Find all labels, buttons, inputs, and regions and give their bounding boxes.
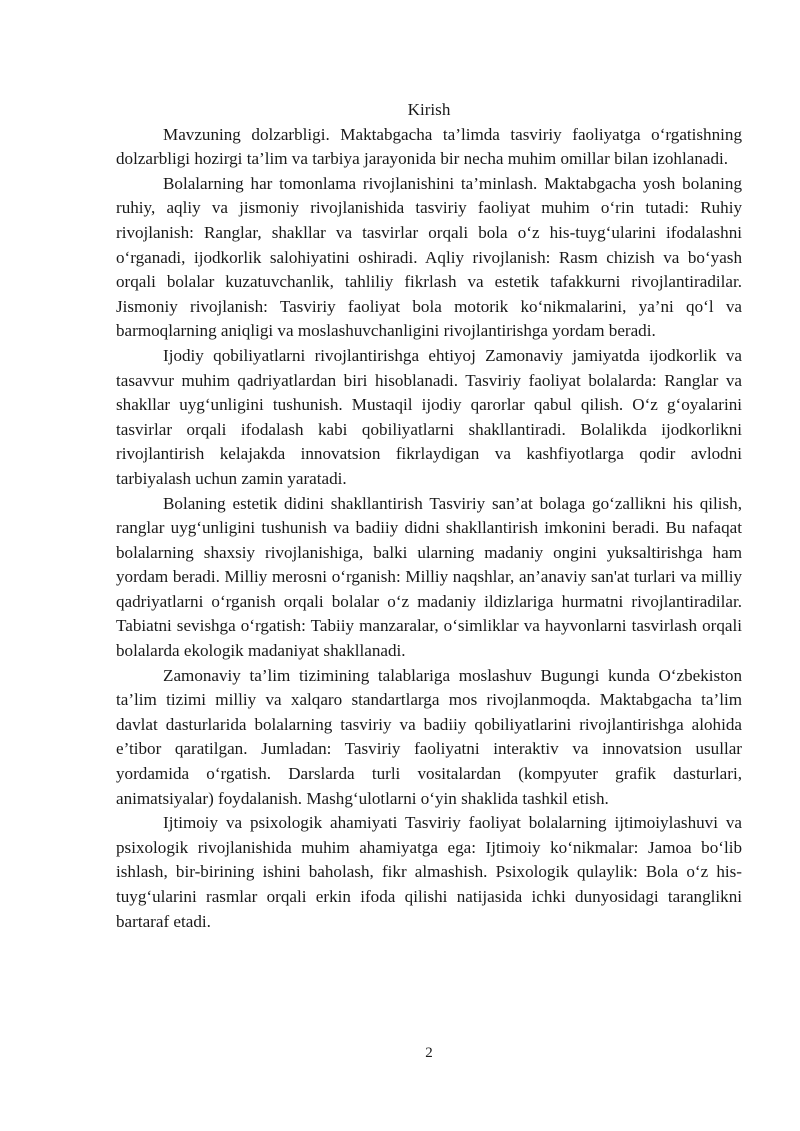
paragraph-social-psychological: Ijtimoiy va psixologik ahamiyati Tasviriy faoliyat bolalarning ijtimoiylashuvi va psixologik rivojlanishida muhim ahamiyatga ega: Ijtimoiy ko‘nikmalar: Jamoa bo‘lib ishlash, bir-birining ishini baholash, fikr almashish. Psixologik qulaylik: Bola o‘z his-tuyg‘ularini rasmlar orqali erkin ifoda qilishi natijasida ichki dunyosidagi taranglikni bartaraf etadi. <box>116 813 742 931</box>
paragraph-development: Bolalarning har tomonlama rivojlanishini ta’minlash. Maktabgacha yosh bolaning ruhiy, aqliy va jismoniy rivojlanishida tasviriy faoliyat muhim o‘rin tutadi: Ruhiy rivojlanish: Ranglar, shakllar va tasvirlar orqali bola o‘z his-tuyg‘ularini ifodalashni o‘rganadi, ijodkorlik salohiyatini oshiradi. Aqliy rivojlanish: Rasm chizish va bo‘yash orqali bolalar kuzatuvchanlik, tahliliy fikrlash va estetik tafakkurni rivojlantiradilar. Jismoniy rivojlanish: Tasviriy faoliyat bola motorik ko‘nikmalarini, ya’ni qo‘l va barmoqlarning aniqligi va moslashuvchanligini rivojlantirishga yordam beradi. <box>116 173 742 341</box>
page-number: 2 <box>425 1045 433 1061</box>
paragraph-relevance: Mavzuning dolzarbligi. Maktabgacha ta’limda tasviriy faoliyatga o‘rgatishning dolzarbligi hozirgi ta’lim va tarbiya jarayonida bir necha muhim omillar bilan izohlanadi. <box>116 124 742 169</box>
paragraph-aesthetic: Bolaning estetik didini shakllantirish Tasviriy san’at bolaga go‘zallikni his qilish, ranglar uyg‘unligini tushunish va badiiy didni shakllantirish imkonini beradi. Bu nafaqat bolalarning shaxsiy rivojlanishiga, balki ularning madaniy ongini yuksaltirishga ham yordam beradi. Milliy merosni o‘rganish: Milliy naqshlar, an’anaviy san'at turlari va milliy qadriyatlarni o‘rganish orqali bolalar o‘z madaniy ildizlariga hurmatni rivojlantiradilar. Tabiatni sevishga o‘rgatish: Tabiiy manzaralar, o‘simliklar va hayvonlarni tasvirlash orqali bolalarda ekologik madaniyat shakllanadi. <box>116 493 742 661</box>
section-title: Kirish <box>407 100 451 119</box>
page-content <box>116 98 742 934</box>
paragraph-modern-education: Zamonaviy ta’lim tizimining talablariga moslashuv Bugungi kunda O‘zbekiston ta’lim tizimi milliy va xalqaro standartlarga mos rivojlanmoqda. Maktabgacha ta’lim davlat dasturlarida bolalarning tasviriy va badiiy qobiliyatlarini rivojlantirishga alohida e’tibor qaratilgan. Jumladan: Tasviriy faoliyatni interaktiv va innovatsion usullar yordamida o‘rgatish. Darslarda turli vositalardan (kompyuter grafik dasturlari, animatsiyalar) foydalanish. Mashg‘ulotlarni o‘yin shaklida tashkil etish. <box>116 665 742 808</box>
paragraph-creativity: Ijodiy qobiliyatlarni rivojlantirishga ehtiyoj Zamonaviy jamiyatda ijodkorlik va tasavvur muhim qadriyatlardan biri hisoblanadi. Tasviriy faoliyat bolalarda: Ranglar va shakllar uyg‘unligini tushunish. Mustaqil ijodiy qarorlar qabul qilish. O‘z g‘oyalarini tasvirlar orqali ifodalash kabi qobiliyatlarni shakllantiradi. Bolalikda ijodkorlikni rivojlantirish kelajakda innovatsion fikrlaydigan va kashfiyotlarga qodir avlodni tarbiyalash uchun zamin yaratadi. <box>116 345 742 488</box>
